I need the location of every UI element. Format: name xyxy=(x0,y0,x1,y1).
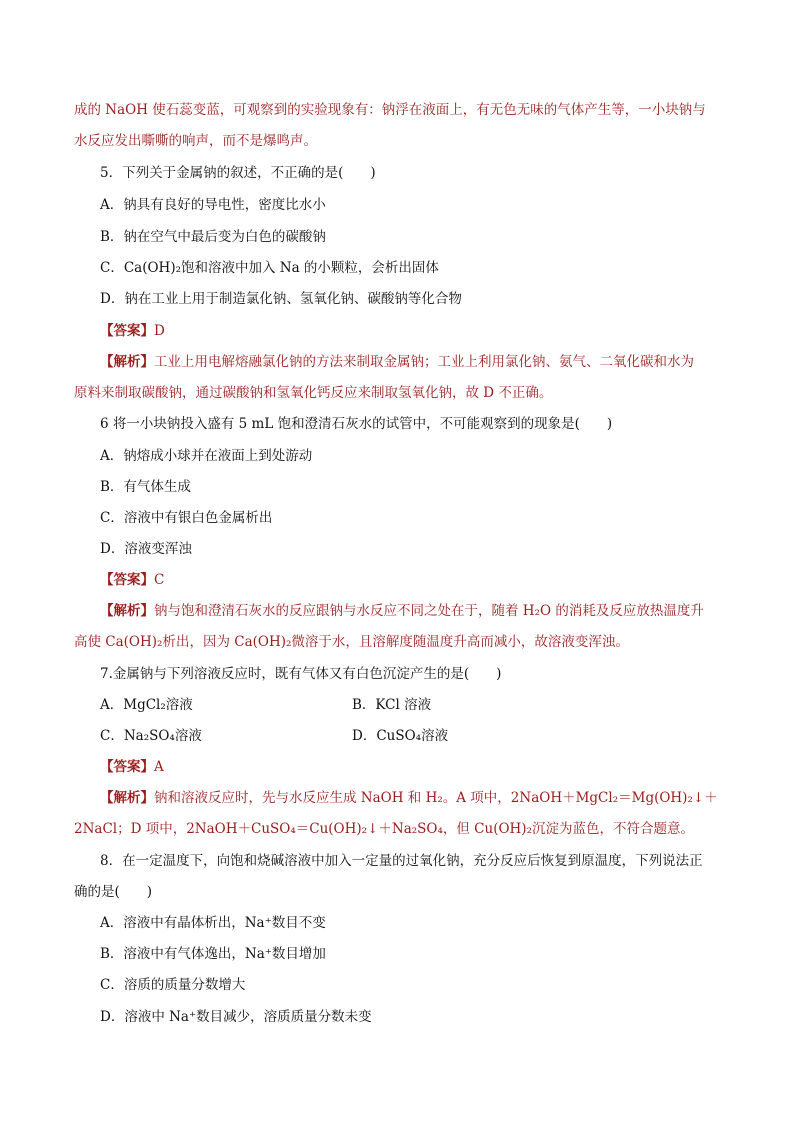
answer-tag: 【答案】 xyxy=(100,323,154,339)
answer-tag: 【答案】 xyxy=(100,759,154,775)
q7-option-c: C．Na₂SO₄溶液 xyxy=(100,728,202,744)
q6-option-d: D．溶液变浑浊 xyxy=(100,541,192,557)
analysis-tag: 【解析】 xyxy=(100,790,154,806)
analysis-text: 钠和溶液反应时，先与水反应生成 NaOH 和 H₂。A 项中，2NaOH＋MgCl₂＝Mg(OH)₂↓＋ xyxy=(154,790,718,806)
analysis-text: 工业上用电解熔融氯化钠的方法来制取金属钠；工业上利用氯化钠、氨气、二氧化碳和水为 xyxy=(154,354,694,370)
q6-analysis-line-2: 高使 Ca(OH)₂析出，因为 Ca(OH)₂微溶于水，且溶解度随温度升高而减小，故溶液变浑浊。 xyxy=(74,634,629,650)
q6-option-c: C．溶液中有银白色金属析出 xyxy=(100,510,273,526)
question-7-stem: 7.金属钠与下列溶液反应时，既有气体又有白色沉淀产生的是( ) xyxy=(100,666,502,682)
analysis-text: 钠与饱和澄清石灰水的反应跟钠与水反应不同之处在于，随着 H₂O 的消耗及反应放热温度升 xyxy=(154,603,704,619)
q5-option-c: C．Ca(OH)₂饱和溶液中加入 Na 的小颗粒，会析出固体 xyxy=(100,260,439,276)
q8-option-b: B．溶液中有气体逸出，Na⁺数目增加 xyxy=(100,946,326,962)
q6-option-b: B．有气体生成 xyxy=(100,479,191,495)
q5-answer xyxy=(100,322,165,340)
q5-option-d: D．钠在工业上用于制造氯化钠、氢氧化钠、碳酸钠等化合物 xyxy=(100,291,462,307)
q8-option-d: D．溶液中 Na⁺数目减少，溶质质量分数未变 xyxy=(100,1009,372,1025)
prev-analysis-line-2: 水反应发出嘶嘶的响声，而不是爆鸣声。 xyxy=(74,133,317,149)
analysis-tag: 【解析】 xyxy=(100,603,154,619)
answer-value: A xyxy=(154,759,164,775)
question-8-stem-line-1: 8．在一定温度下，向饱和烧碱溶液中加入一定量的过氧化钠，充分反应后恢复到原温度，下列说法正 xyxy=(100,853,703,869)
q6-answer xyxy=(100,571,164,589)
q5-analysis-line-2: 原料来制取碳酸钠，通过碳酸钠和氢氧化钙反应来制取氢氧化钠，故 D 不正确。 xyxy=(74,385,553,401)
answer-value: C xyxy=(154,572,165,588)
q5-option-b: B．钠在空气中最后变为白色的碳酸钠 xyxy=(100,229,326,245)
q7-option-a: A．MgCl₂溶液 xyxy=(100,697,193,713)
question-8-stem-line-2: 确的是( ) xyxy=(74,884,153,900)
q8-option-c: C．溶质的质量分数增大 xyxy=(100,977,246,993)
q7-analysis-line-2: 2NaCl；D 项中，2NaOH＋CuSO₄＝Cu(OH)₂↓＋Na₂SO₄，但 Cu(OH)₂沉淀为蓝色，不符合题意。 xyxy=(74,821,694,837)
q8-option-a: A．溶液中有晶体析出，Na⁺数目不变 xyxy=(100,915,326,931)
answer-value: D xyxy=(154,323,165,339)
question-6-stem: 6 将一小块钠投入盛有 5 mL 饱和澄清石灰水的试管中，不可能观察到的现象是( ) xyxy=(100,416,613,432)
analysis-tag: 【解析】 xyxy=(100,354,154,370)
answer-tag: 【答案】 xyxy=(100,572,154,588)
q7-option-d: D．CuSO₄溶液 xyxy=(352,728,449,744)
q7-option-b: B．KCl 溶液 xyxy=(352,697,432,713)
question-5-stem: 5．下列关于金属钠的叙述，不正确的是( ) xyxy=(100,165,376,181)
q6-option-a: A．钠熔成小球并在液面上到处游动 xyxy=(100,448,313,464)
q7-analysis-line-1 xyxy=(100,789,718,807)
q5-option-a: A．钠具有良好的导电性，密度比水小 xyxy=(100,197,326,213)
q7-answer xyxy=(100,758,164,776)
q5-analysis-line-1 xyxy=(100,353,694,371)
q6-analysis-line-1 xyxy=(100,602,704,620)
prev-analysis-line-1: 成的 NaOH 使石蕊变蓝，可观察到的实验现象有：钠浮在液面上，有无色无味的气体产生等，一小块钠与 xyxy=(74,102,706,118)
